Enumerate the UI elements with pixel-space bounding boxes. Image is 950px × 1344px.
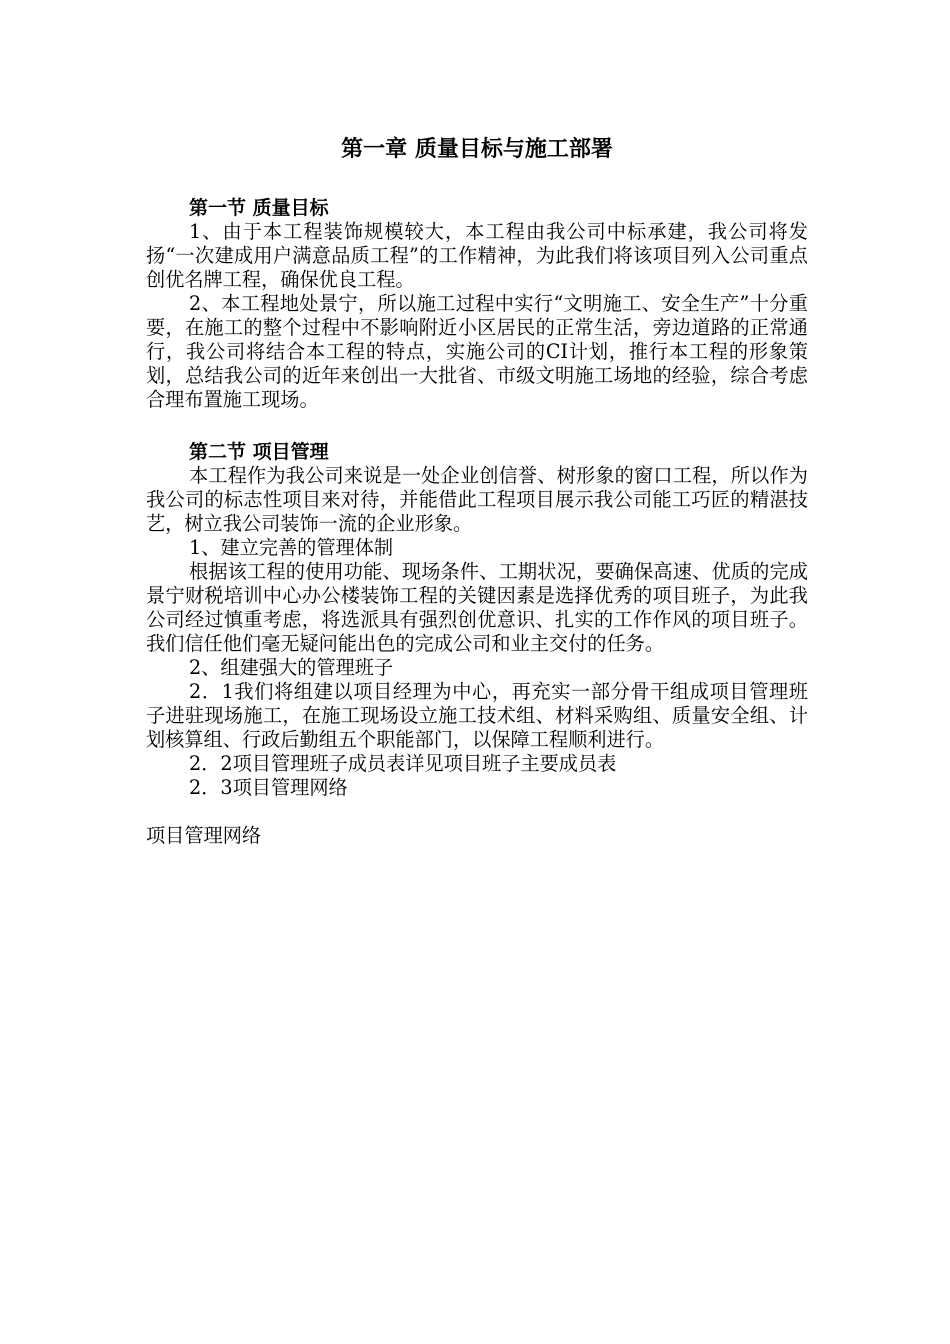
chapter-title: 第一章 质量目标与施工部署 <box>341 137 613 162</box>
section-1-paragraph-1: 1、由于本工程装饰规模较大，本工程由我公司中标承建，我公司将发扬“一次建成用户满意品质工程”的工作精神，为此我们将该项目列入公司重点创优名牌工程，确保优良工程。 <box>146 220 808 291</box>
section-2-paragraph-2-2: 2．2项目管理班子成员表详见项目班子主要成员表 <box>189 752 617 775</box>
section-2-heading-management-team: 2、组建强大的管理班子 <box>189 656 394 679</box>
section-1-paragraph-2: 2、本工程地处景宁，所以施工过程中实行“文明施工、安全生产”十分重要，在施工的整个过程中不影响附近小区居民的正常生活，旁边道路的正常通行，我公司将结合本工程的特点，实施公司的CI计划，推行本工程的形象策划，总结我公司的近年来创出一大批省、市级文明施工场地的经验，综合考虑合理布置施工现场。 <box>146 292 808 411</box>
section-1-title: 第一节 质量目标 <box>189 197 329 219</box>
section-2-paragraph-2: 根据该工程的使用功能、现场条件、工期状况，要确保高速、优质的完成景宁财税培训中心办公楼装饰工程的关键因素是选择优秀的项目班子，为此我公司经过慎重考虑，将选派具有强烈创优意识、扎实的工作作风的项目班子。我们信任他们毫无疑问能出色的完成公司和业主交付的任务。 <box>146 560 808 655</box>
document-page <box>146 132 808 848</box>
section-2-paragraph-2-3: 2．3项目管理网络 <box>189 776 348 799</box>
section-spacer <box>146 412 808 440</box>
section-2-paragraph-2-1: 2．1我们将组建以项目经理为中心，再充实一部分骨干组成项目管理班子进驻现场施工，在施工现场设立施工技术组、材料采购组、质量安全组、计划核算组、行政后勤组五个职能部门，以保障工程顺利进行。 <box>146 680 808 751</box>
section-2-title: 第二节 项目管理 <box>189 441 329 463</box>
section-2-paragraph-1: 本工程作为我公司来说是一处企业创信誉、树形象的窗口工程，所以作为我公司的标志性项目来对待，并能借此工程项目展示我公司能工巧匠的精湛技艺，树立我公司装饰一流的企业形象。 <box>146 464 808 535</box>
section-2-heading-management-system: 1、建立完善的管理体制 <box>189 536 394 559</box>
figure-caption: 项目管理网络 <box>146 824 262 847</box>
